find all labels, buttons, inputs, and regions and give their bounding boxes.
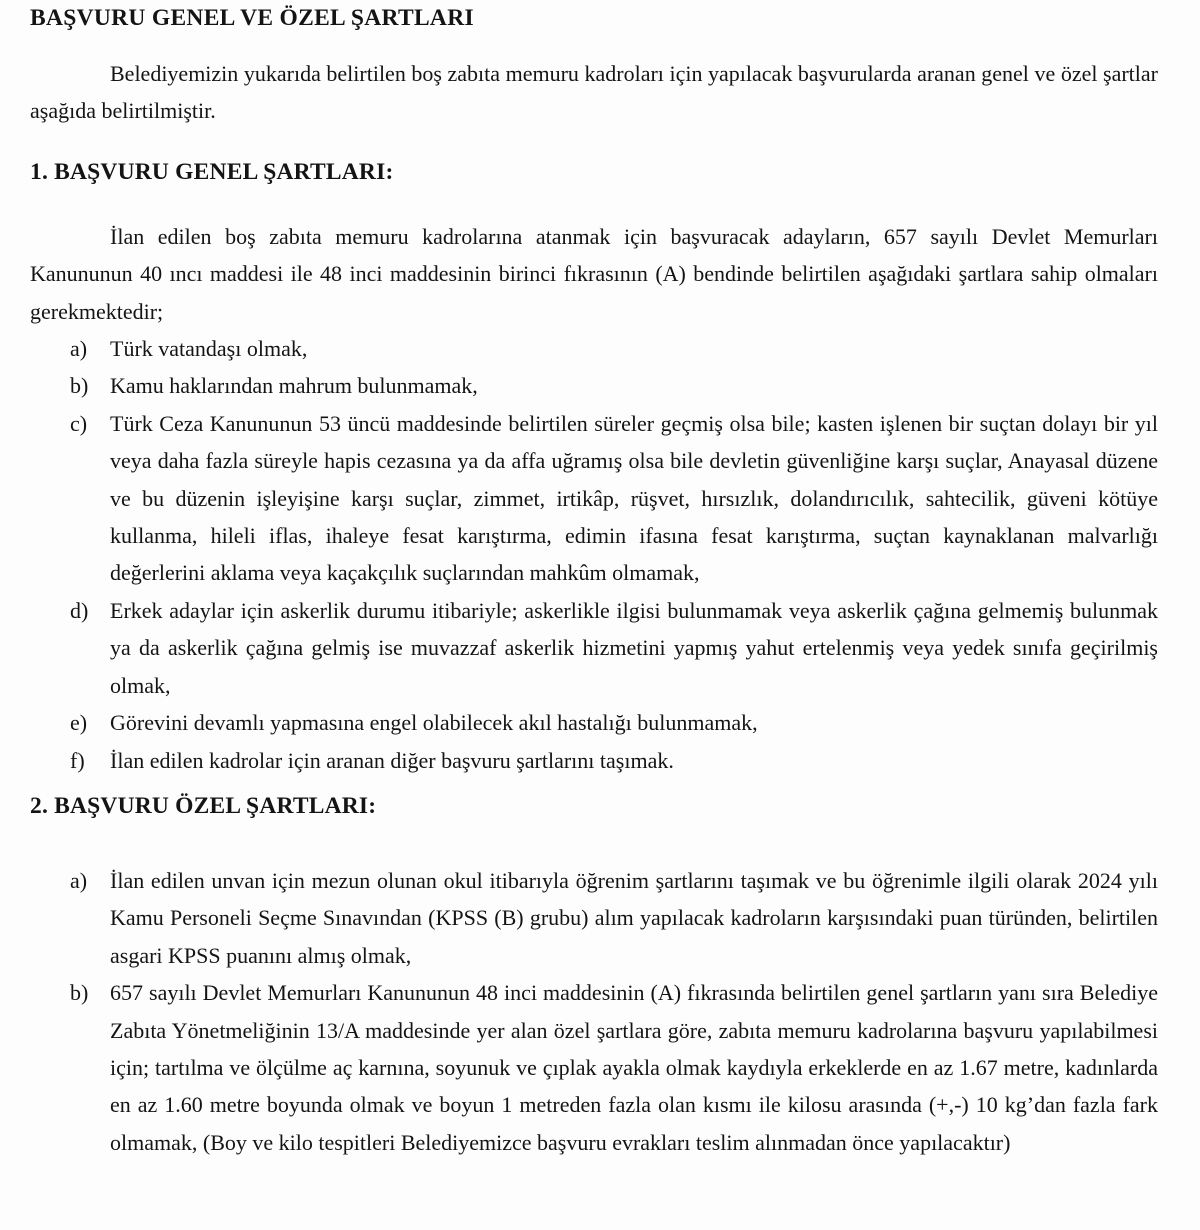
intro-paragraph: Belediyemizin yukarıda belirtilen boş zabıta memuru kadroları için yapılacak başvurularda aranan genel ve özel şartlar aşağıda belirtilmiştir. xyxy=(30,61,1158,124)
section-2-list xyxy=(30,862,1158,1161)
list-item-1f xyxy=(30,742,1158,779)
list-item-text: 657 sayılı Devlet Memurları Kanununun 48 inci maddesinin (A) fıkrasında belirtilen genel şartların yanı sıra Belediye Zabıta Yönetmeliğinin 13/A maddesinde yer alan özel şartlara göre, zabıta memuru kadrolarına başvuru yapılabilmesi için; tartılma ve ölçülme aç karnına, soyunuk ve çıplak ayakla olmak kaydıyla erkeklerde en az 1.67 metre, kadınlarda en az 1.60 metre boyunda olmak ve boyun 1 metreden fazla olan kısmı ile kilosu arasında (+,-) 10 kg’dan fazla fark olmamak, (Boy ve kilo tespitleri Belediyemizce başvuru evrakları teslim alınmadan önce yapılacaktır) xyxy=(110,980,1158,1155)
list-item-2b xyxy=(30,974,1158,1161)
list-item-text: Türk vatandaşı olmak, xyxy=(110,336,308,362)
list-item-marker: a) xyxy=(70,867,88,893)
list-item-marker: e) xyxy=(70,710,88,736)
list-item-1d xyxy=(30,592,1158,704)
section-1-paragraph: İlan edilen boş zabıta memuru kadrolarına atanmak için başvuracak adayların, 657 sayılı Devlet Memurları Kanununun 40 ıncı maddesi ile 48 inci maddesinin birinci fıkrasının (A) bendinde belirtilen aşağıdaki şartlara sahip olmaları gerekmektedir; xyxy=(30,223,1158,324)
list-item-marker: c) xyxy=(70,410,88,436)
section-1-list xyxy=(30,330,1158,779)
section-1-heading: 1. BAŞVURU GENEL ŞARTLARI: xyxy=(30,158,394,185)
list-item-marker: b) xyxy=(70,373,89,399)
list-item-1c xyxy=(30,405,1158,592)
list-item-marker: f) xyxy=(70,747,85,773)
list-item-marker: a) xyxy=(70,336,88,362)
list-item-1e xyxy=(30,704,1158,741)
list-item-marker: b) xyxy=(70,980,89,1006)
list-item-1a xyxy=(30,330,1158,367)
section-2-heading: 2. BAŞVURU ÖZEL ŞARTLARI: xyxy=(30,792,377,819)
list-item-2a xyxy=(30,862,1158,974)
list-item-text: Erkek adaylar için askerlik durumu itibariyle; askerlikle ilgisi bulunmamak veya askerlik çağına gelmemiş bulunmak ya da askerlik çağına gelmiş ise muvazzaf askerlik hizmetini yapmış yahut ertelenmiş veya yedek sınıfa geçirilmiş olmak, xyxy=(110,597,1158,698)
list-item-1b xyxy=(30,367,1158,404)
list-item-marker: d) xyxy=(70,597,89,623)
document-title: BAŞVURU GENEL VE ÖZEL ŞARTLARI xyxy=(30,5,474,31)
list-item-text: İlan edilen unvan için mezun olunan okul itibarıyla öğrenim şartlarını taşımak ve bu öğrenimle ilgili olarak 2024 yılı Kamu Personeli Seçme Sınavından (KPSS (B) grubu) alım yapılacak kadroların karşısındaki puan türünden, belirtilen asgari KPSS puanını almış olmak, xyxy=(110,867,1158,968)
list-item-text: Görevini devamlı yapmasına engel olabilecek akıl hastalığı bulunmamak, xyxy=(110,710,758,736)
list-item-text: Kamu haklarından mahrum bulunmamak, xyxy=(110,373,478,399)
list-item-text: İlan edilen kadrolar için aranan diğer başvuru şartlarını taşımak. xyxy=(110,747,674,773)
list-item-text: Türk Ceza Kanununun 53 üncü maddesinde belirtilen süreler geçmiş olsa bile; kasten işlenen bir suçtan dolayı bir yıl veya daha fazla süreyle hapis cezasına ya da affa uğramış olsa bile devletin güvenliğine karşı suçlar, Anayasal düzene ve bu düzenin işleyişine karşı suçlar, zimmet, irtikâp, rüşvet, hırsızlık, dolandırıcılık, sahtecilik, güveni kötüye kullanma, hileli iflas, ihaleye fesat karıştırma, edimin ifasına fesat karıştırma, suçtan kaynaklanan malvarlığı değerlerini aklama veya kaçakçılık suçlarından mahkûm olmamak, xyxy=(110,410,1158,586)
